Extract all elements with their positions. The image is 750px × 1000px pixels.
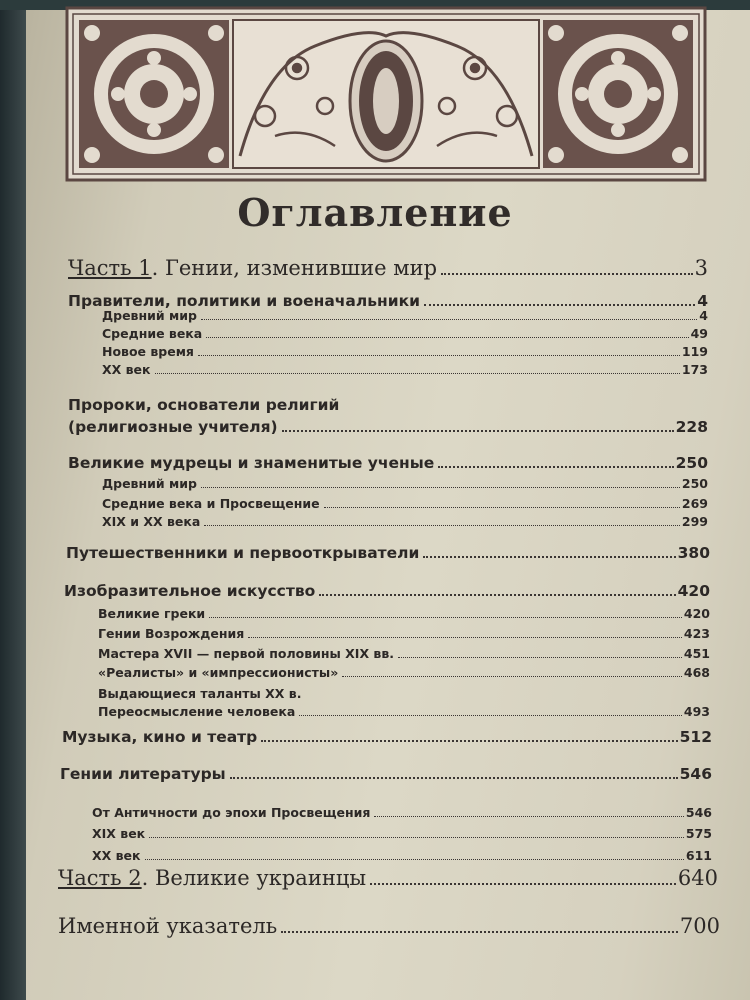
page-number: 546 (679, 765, 712, 783)
section-title: Путешественники и первооткрыватели (66, 544, 420, 562)
page-number: 546 (685, 805, 712, 820)
dot-leader (438, 466, 673, 468)
page-number: 468 (683, 665, 710, 680)
dot-leader (198, 355, 680, 356)
dot-leader (209, 617, 682, 618)
part-number: Часть 2 (58, 866, 142, 890)
toc-subentry[interactable] (98, 626, 710, 641)
page-number: 512 (679, 728, 712, 746)
toc-subentry[interactable] (98, 704, 710, 719)
part-number: Часть 1 (68, 256, 152, 280)
book-spine (0, 0, 26, 1000)
dot-leader (204, 525, 680, 526)
subsection-title: Мастера XVII — первой половины XIX вв. (98, 646, 395, 661)
section-title: Изобразительное искусство (64, 582, 316, 600)
toc-entry-literature[interactable] (60, 765, 712, 783)
section-title: Именной указатель (58, 914, 278, 938)
toc-entry-part2[interactable] (58, 866, 718, 890)
dot-leader (370, 883, 676, 885)
page-number: 575 (685, 826, 712, 841)
dot-leader (248, 637, 682, 638)
section-title: Гении литературы (60, 765, 226, 783)
toc-entry-music[interactable] (62, 728, 712, 746)
toc-subentry[interactable] (92, 848, 712, 863)
toc-subentry[interactable] (92, 805, 712, 820)
subsection-title: XIX и XX века (102, 514, 201, 529)
dot-leader (423, 556, 675, 558)
page-number: 250 (675, 454, 708, 472)
toc-subentry[interactable] (92, 826, 712, 841)
page-number: 299 (681, 514, 708, 529)
toc-entry-part1[interactable] (68, 256, 708, 280)
toc-entry-index[interactable] (58, 914, 720, 938)
part-title: . Гении, изменившие мир (151, 256, 438, 280)
left-ornament (79, 20, 229, 168)
toc-entry-sages[interactable] (68, 454, 708, 472)
dot-leader (319, 594, 675, 596)
dot-leader (145, 859, 684, 860)
section-title: Правители, политики и военачальники (68, 292, 420, 310)
dot-leader (201, 319, 697, 320)
page-number: 49 (690, 326, 708, 341)
page-number: 640 (677, 866, 718, 890)
dot-leader (261, 740, 677, 742)
subsection-title: Новое время (102, 344, 194, 359)
page-number: 611 (685, 848, 712, 863)
toc-entry-art[interactable] (64, 582, 710, 600)
page-number: 700 (679, 914, 720, 938)
part-title: . Великие украинцы (141, 866, 367, 890)
dot-leader (441, 273, 693, 275)
right-ornament (543, 20, 693, 168)
toc-subentry[interactable] (102, 362, 708, 377)
subsection-title: Древний мир (102, 476, 197, 491)
subsection-title-line1: Выдающиеся таланты XX в. (98, 686, 302, 701)
subsection-title: «Реалисты» и «импрессионисты» (98, 665, 339, 680)
dot-leader (230, 777, 678, 779)
toc-subentry[interactable] (102, 344, 708, 359)
dot-leader (155, 373, 680, 374)
toc-subentry[interactable] (102, 308, 708, 323)
subsection-title: Гении Возрождения (98, 626, 245, 641)
subsection-title: Средние века и Просвещение (102, 496, 320, 511)
ornamental-banner (65, 6, 707, 182)
subsection-title: XX век (92, 848, 141, 863)
dot-leader (424, 304, 695, 306)
toc-subentry[interactable] (102, 514, 708, 529)
section-title: Великие мудрецы и знаменитые ученые (68, 454, 435, 472)
toc-entry-travelers[interactable] (66, 544, 710, 562)
toc-subentry[interactable] (98, 606, 710, 621)
dot-leader (299, 715, 682, 716)
subsection-title: Древний мир (102, 308, 197, 323)
toc-subentry[interactable] (98, 646, 710, 661)
toc-subentry[interactable] (102, 496, 708, 511)
page-number: 420 (683, 606, 710, 621)
section-title: (религиозные учителя) (68, 418, 278, 436)
dot-leader (342, 676, 682, 677)
page-number: 4 (699, 308, 708, 323)
page-number: 380 (677, 544, 710, 562)
page-number: 493 (683, 704, 710, 719)
subsection-title: XX век (102, 362, 151, 377)
toc-subentry[interactable] (102, 476, 708, 491)
dot-leader (324, 507, 680, 508)
page-number: 250 (681, 476, 708, 491)
section-title: Музыка, кино и театр (62, 728, 258, 746)
page-number: 423 (683, 626, 710, 641)
page-number: 119 (681, 344, 708, 359)
dot-leader (374, 816, 683, 817)
dot-leader (282, 430, 674, 432)
page-number: 451 (683, 646, 710, 661)
toc-subentry[interactable] (98, 665, 710, 680)
page-number: 228 (675, 418, 708, 436)
subsection-title: Великие греки (98, 606, 206, 621)
dot-leader (206, 337, 688, 338)
page-number: 269 (681, 496, 708, 511)
dot-leader (398, 657, 682, 658)
dot-leader (281, 931, 678, 933)
page-number: 173 (681, 362, 708, 377)
toc-subentry[interactable] (102, 326, 708, 341)
dot-leader (201, 487, 680, 488)
page-number: 4 (697, 292, 708, 310)
page-number: 3 (694, 256, 708, 280)
subsection-title: Переосмысление человека (98, 704, 296, 719)
toc-title: Оглавление (237, 190, 513, 235)
page-number: 420 (677, 582, 710, 600)
toc-entry-prophets[interactable] (68, 418, 708, 436)
subsection-title: Средние века (102, 326, 203, 341)
subsection-title: XIX век (92, 826, 146, 841)
subsection-title: От Античности до эпохи Просвещения (92, 805, 371, 820)
section-title-line1: Пророки, основатели религий (68, 396, 340, 414)
dot-leader (149, 837, 684, 838)
